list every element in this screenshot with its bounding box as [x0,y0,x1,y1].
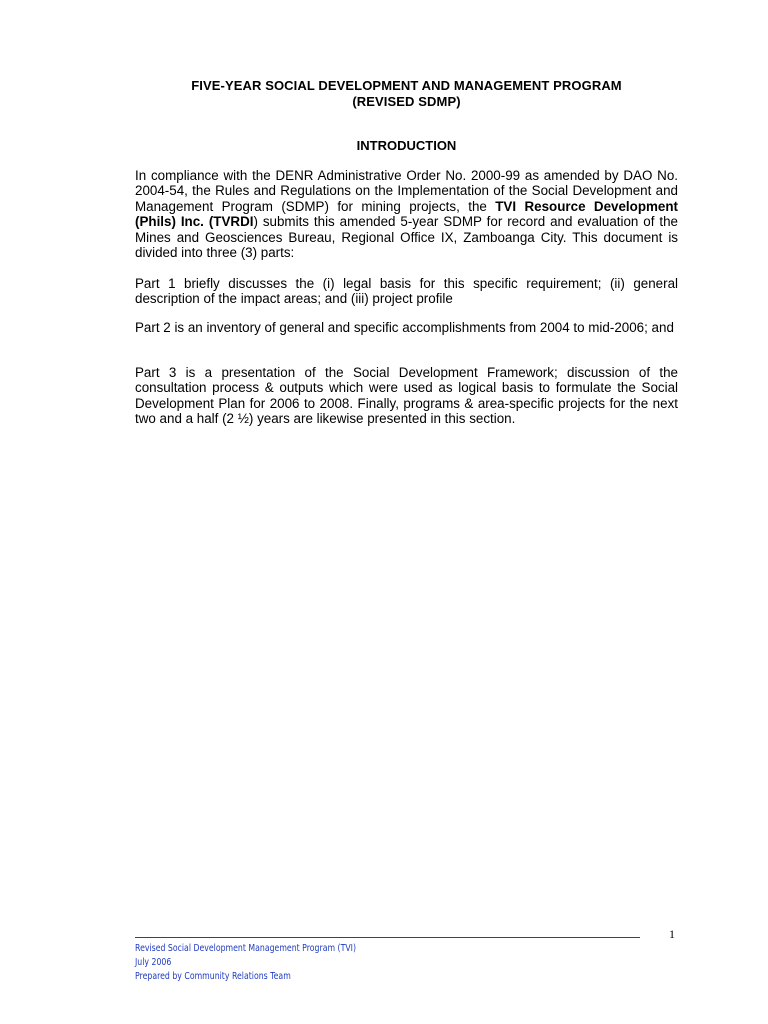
page-number: 1 [669,927,675,941]
footer-divider [135,937,640,938]
document-title: FIVE-YEAR SOCIAL DEVELOPMENT AND MANAGEMENT PROGRAM [191,78,622,93]
part-1-paragraph: Part 1 briefly discusses the (i) legal basis for this specific requirement; (ii) general description of the impact areas; and (iii) project profile [135,276,678,307]
section-heading: INTRODUCTION [356,138,457,153]
footer-program-name: Revised Social Development Management Program (TVI) [135,943,357,954]
footer-date: July 2006 [135,957,172,968]
intro-paragraph [135,168,678,260]
document-subtitle: (REVISED SDMP) [352,94,461,109]
part-2-paragraph: Part 2 is an inventory of general and specific accomplishments from 2004 to mid-2006; and [135,320,674,335]
part-3-paragraph: Part 3 is a presentation of the Social Development Framework; discussion of the consultation process & outputs which were used as logical basis to formulate the Social Development Plan for 2006 to 2008. Finally, programs & area-specific projects for the next two and a half (2 ½) years are likewise presented in this section. [135,365,678,427]
intro-text-start: In compliance with the DENR Administrative Order No. 2000-99 as amended by DAO No. 2004-54, the Rules and Regulations on the Implementation of the Social Development and Management Program (SDMP) for mining projects, the [135,168,678,214]
company-name: TVI Resource Development (Phils) Inc. (TVRDI [135,198,679,230]
intro-text-end: ) submits this amended 5-year SDMP for record and evaluation of the Mines and Geosciences Bureau, Regional Office IX, Zamboanga City. This document is divided into three (3) parts: [135,214,679,261]
footer-prepared-by: Prepared by Community Relations Team [135,971,291,982]
